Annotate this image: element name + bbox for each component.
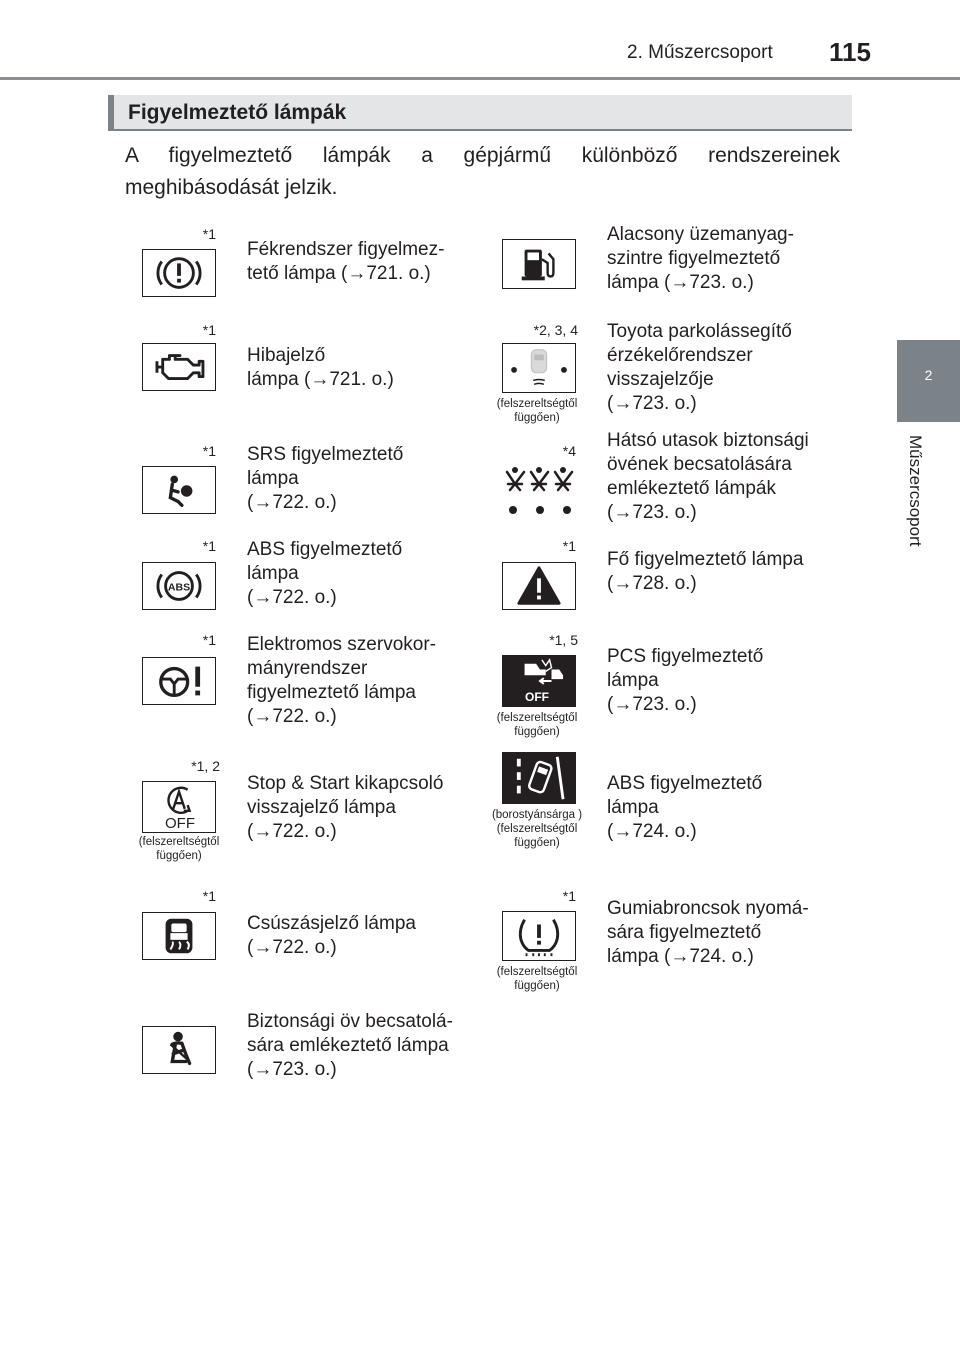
optional-note: (felszereltségtől függően) [496, 966, 578, 992]
optional-note: (felszereltségtől függően) [496, 712, 578, 738]
lamp-description: ABS figyelmeztető lámpa (→724. o.) [607, 773, 763, 842]
footnote-mark [500, 632, 578, 648]
footnote-mark [160, 443, 216, 459]
footnote-mark-text: *1 [202, 632, 216, 648]
footnote-mark-text: *1 [562, 888, 576, 904]
footnote-mark-text: *1, 2 [191, 758, 220, 774]
chapter-tab: 2 [897, 340, 960, 422]
lane-departure-icon [502, 752, 576, 804]
footnote-mark [160, 538, 216, 554]
off-label: OFF [165, 815, 195, 832]
lamp-description: PCS figyelmeztető lámpa (→723. o.) [607, 646, 764, 715]
header-divider [0, 77, 960, 80]
parking-sensor-icon [502, 343, 576, 393]
footnote-mark [500, 322, 578, 338]
footnote-mark-text: *1, 5 [549, 632, 578, 648]
footnote-mark-text: *1 [202, 888, 216, 904]
stop-start-off-icon [142, 781, 216, 833]
footnote-mark [512, 443, 576, 459]
footnote-mark [160, 322, 216, 338]
chapter-tab-label-box [903, 435, 927, 595]
abs-icon [142, 562, 216, 610]
svg-text:ABS: ABS [167, 581, 191, 594]
lamp-description: Hibajelző lámpa (→721. o.) [247, 345, 394, 390]
lamp-description: Toyota parkolássegítő érzékelőrendszer visszajelzője (→723. o.) [607, 321, 792, 414]
footnote-mark-text: *1 [202, 226, 216, 242]
running-header-section: 2. Műszercsoport [627, 42, 773, 63]
brake-warning-icon [142, 249, 216, 297]
footnote-mark-text: *1 [202, 443, 216, 459]
lamp-description: SRS figyelmeztető lámpa (→722. o.) [247, 444, 404, 513]
lamp-description: Fő figyelmeztető lámpa (→728. o.) [607, 549, 804, 594]
optional-note: (felszereltségtől függően) [138, 836, 220, 862]
lamp-description: Stop & Start kikapcsoló visszajelző lámpa (→722. o.) [247, 773, 444, 842]
footnote-mark-text: *4 [562, 443, 576, 459]
footnote-mark [512, 888, 576, 904]
optional-note: (borostyánsárga ) (felszereltségtől függően) [491, 809, 583, 849]
power-steering-icon [142, 657, 216, 705]
footnote-mark-text: *1 [562, 538, 576, 554]
master-warning-icon [502, 562, 576, 610]
pcs-off-icon [502, 655, 576, 707]
tire-pressure-icon [502, 911, 576, 961]
fuel-low-icon [502, 239, 576, 289]
chapter-tab-label: Műszercsoport [906, 435, 925, 547]
footnote-mark [150, 758, 220, 774]
intro-paragraph: A figyelmeztető lámpák a gépjármű különböző rendszereinek meghibásodását jelzik. [125, 144, 840, 199]
lamp-description: ABS figyelmeztető lámpa (→722. o.) [247, 539, 403, 608]
engine-check-icon [142, 343, 216, 391]
footnote-mark [160, 632, 216, 648]
lamp-description: Fékrendszer figyelmez- tető lámpa (→721. o.) [247, 239, 445, 284]
footnote-mark [512, 538, 576, 554]
lamp-description: Elektromos szervokor- mányrendszer figyelmeztető lámpa (→722. o.) [247, 634, 436, 727]
off-label: OFF [525, 690, 549, 704]
footnote-mark [160, 224, 216, 250]
footnote-mark [160, 888, 216, 904]
lamp-description: Gumiabroncsok nyomá- sára figyelmeztető lámpa (→724. o.) [607, 898, 809, 967]
seatbelt-icon [142, 1026, 216, 1074]
lamp-description: Hátsó utasok biztonsági övének becsatolására emlékeztető lámpák (→723. o.) [607, 430, 809, 523]
footnote-mark-text: *2, 3, 4 [533, 322, 578, 338]
rear-seatbelt-icon [502, 466, 578, 516]
lamp-description: Biztonsági öv becsatolá- sára emlékeztető lámpa (→723. o.) [247, 1011, 453, 1080]
page-number: 115 [829, 37, 871, 67]
section-heading-bar [108, 95, 852, 131]
srs-airbag-icon [142, 466, 216, 514]
section-title: Figyelmeztető lámpák [128, 101, 347, 124]
footnote-mark-text: *1 [202, 538, 216, 554]
lamp-description: Alacsony üzemanyag- szintre figyelmeztető lámpa (→723. o.) [607, 224, 794, 293]
slip-indicator-icon [142, 912, 216, 960]
optional-note: (felszereltségtől függően) [496, 398, 578, 424]
lamp-description: Csúszásjelző lámpa (→722. o.) [247, 913, 416, 958]
footnote-mark-text: *1 [202, 322, 216, 338]
